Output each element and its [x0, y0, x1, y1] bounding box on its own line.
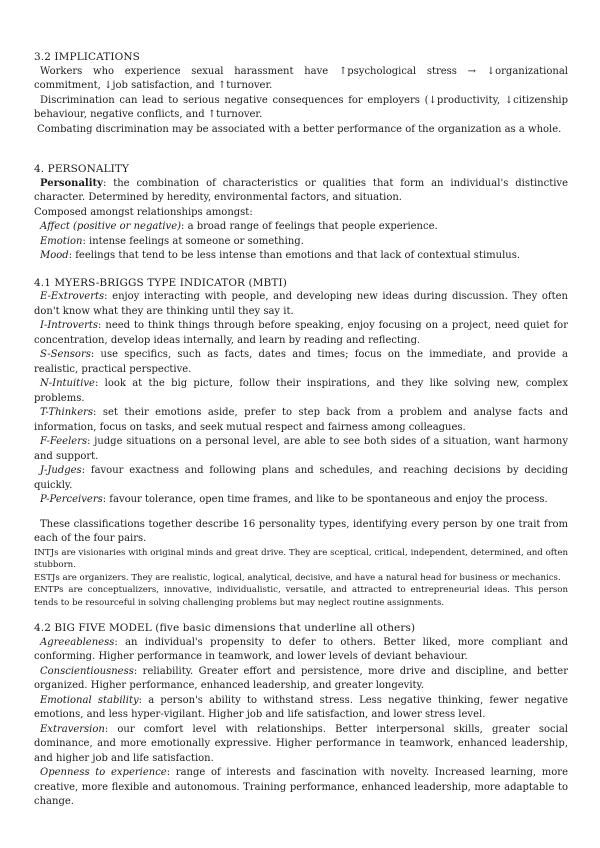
definition-text: : feelings that tend to be less intense than emotions and that lack of contextual stimulus.: [68, 250, 521, 261]
paragraph: Combating discrimination may be associated with a better performance of the organization as a whole.: [37, 123, 562, 135]
list-item: [34, 723, 568, 767]
paragraph: ENTPs are conceptualizers, innovative, individualistic, versatile, and attracted to entrepreneurial ideas. This person tends to be resourceful in solving challenging problems but may neglect routine assignments.: [34, 585, 568, 608]
section-heading: 4.2 BIG FIVE MODEL (five basic dimensions that underline all others): [34, 622, 416, 634]
paragraph: Discrimination can lead to serious negative consequences for employers (↓productivity, ↓citizenship behaviour, negative conflicts, and ↑turnover.: [34, 94, 568, 120]
definition-text: : favour tolerance, open time frames, and like to be spontaneous and enjoy the process.: [102, 494, 548, 505]
document-page: [34, 50, 568, 810]
term: F-Feelers: [40, 436, 88, 447]
definition-paragraph: [34, 177, 568, 206]
list-item: [34, 464, 568, 493]
list-item: [34, 406, 568, 435]
section-big-five: [34, 621, 568, 810]
definition-text: : an individual's propensity to defer to others. Better liked, more compliant and conforming. Higher performance in teamwork, and lower levels of deviant behaviour.: [34, 636, 568, 662]
list-item: [34, 636, 568, 665]
definition-paragraph: [34, 235, 568, 250]
term: T-Thinkers: [40, 407, 94, 418]
section-heading: 4. PERSONALITY: [34, 163, 130, 175]
list-item: [34, 319, 568, 348]
list-item: [34, 377, 568, 406]
mbti-list: [34, 290, 568, 508]
definition-text: : a person's ability to withstand stress. Less negative thinking, fewer negative emotions, and less hyper-vigilant. Higher job and life satisfaction, and lower stress level.: [34, 694, 568, 720]
paragraph: Composed amongst relationships amongst:: [34, 206, 253, 218]
term: P-Perceivers: [40, 494, 103, 505]
term: E-Extroverts: [40, 291, 105, 302]
definition-text: : range of interests and fascination with novelty. Increased learning, more creative, more flexible and autonomous. Training performance, enhanced leadership, more adaptable to change.: [34, 767, 568, 807]
paragraph: Workers who experience sexual harassment have ↑psychological stress → ↓organizational commitment, ↓job satisfaction, and ↑turnover.: [34, 65, 568, 91]
definition-text: : use specifics, such as facts, dates and times; focus on the immediate, and provide a realistic, practical perspective.: [34, 349, 568, 375]
term: Conscientiousness: [40, 665, 134, 677]
list-item: [34, 348, 568, 377]
definition-text: : intense feelings at someone or something.: [82, 235, 304, 247]
term: Personality: [40, 177, 103, 189]
term: Agreeableness: [40, 636, 115, 648]
section-heading: 3.2 IMPLICATIONS: [34, 51, 140, 63]
definition-text: : a broad range of feelings that people experience.: [181, 221, 438, 232]
term: I-Introverts: [40, 320, 99, 331]
definition-paragraph: [34, 220, 568, 235]
definition-text: : judge situations on a personal level, are able to see both sides of a situation, want harmony and support.: [34, 436, 568, 462]
section-mbti: [34, 276, 568, 610]
section-personality: [34, 162, 568, 264]
term: Openness to experience: [40, 767, 167, 778]
term: Emotion: [40, 235, 83, 247]
term: J-Judges: [40, 465, 82, 476]
term: Emotional stability: [40, 694, 139, 706]
list-item: [34, 290, 568, 319]
term: Extraversion: [40, 723, 105, 735]
list-item: [34, 435, 568, 464]
definition-text: : enjoy interacting with people, and developing new ideas during discussion. They often don't know what they are thinking until they say it.: [34, 291, 568, 317]
list-item: [34, 694, 568, 723]
paragraph: INTJs are visionaries with original minds and great drive. They are sceptical, critical, independent, determined, and often stubborn.: [34, 547, 568, 570]
term: S-Sensors: [40, 349, 91, 360]
definition-text: : favour exactness and following plans and schedules, and reaching decisions by deciding quickly.: [34, 465, 568, 491]
definition-text: : look at the big picture, follow their inspirations, and they like solving new, complex problems.: [34, 378, 568, 404]
big-five-list: [34, 636, 568, 810]
term: Mood: [40, 250, 69, 261]
term: N-Intuitive: [40, 378, 95, 389]
definition-paragraph: [34, 249, 568, 264]
definition-text: : reliability. Greater effort and persistence, more drive and discipline, and better organized. Higher performance, enhanced leadership, and greater longevity.: [34, 665, 568, 691]
list-item: [34, 766, 568, 810]
section-heading: 4.1 MYERS-BRIGGS TYPE INDICATOR (MBTI): [34, 276, 287, 289]
term: Affect (positive or negative): [40, 221, 182, 232]
paragraph: These classifications together describe 16 personality types, identifying every person by one trait from each of the four pairs.: [34, 518, 568, 544]
paragraph: ESTJs are organizers. They are realistic, logical, analytical, decisive, and have a natural head for business or mechanics.: [34, 572, 561, 583]
definition-text: : need to think things through before speaking, enjoy focusing on a project, need quiet for concentration, develop ideas internally, and learn by reading and reflecting.: [34, 320, 568, 346]
definition-text: : our comfort level with relationships. Better interpersonal skills, greater social dominance, and more emotionally expressive. Higher performance in teamwork, enhanced leadership, and higher job and life satisfaction.: [34, 723, 568, 764]
definition-text: : set their emotions aside, prefer to step back from a problem and analyse facts and information, focus on tasks, and seek mutual respect and fairness among colleagues.: [34, 407, 568, 433]
definition-text: : the combination of characteristics or qualities that form an individual's distinctive character. Determined by heredity, environmental factors, and situation.: [34, 177, 568, 203]
type-examples: [34, 547, 568, 610]
list-item: [34, 493, 568, 508]
section-implications: [34, 50, 568, 137]
list-item: [34, 665, 568, 694]
